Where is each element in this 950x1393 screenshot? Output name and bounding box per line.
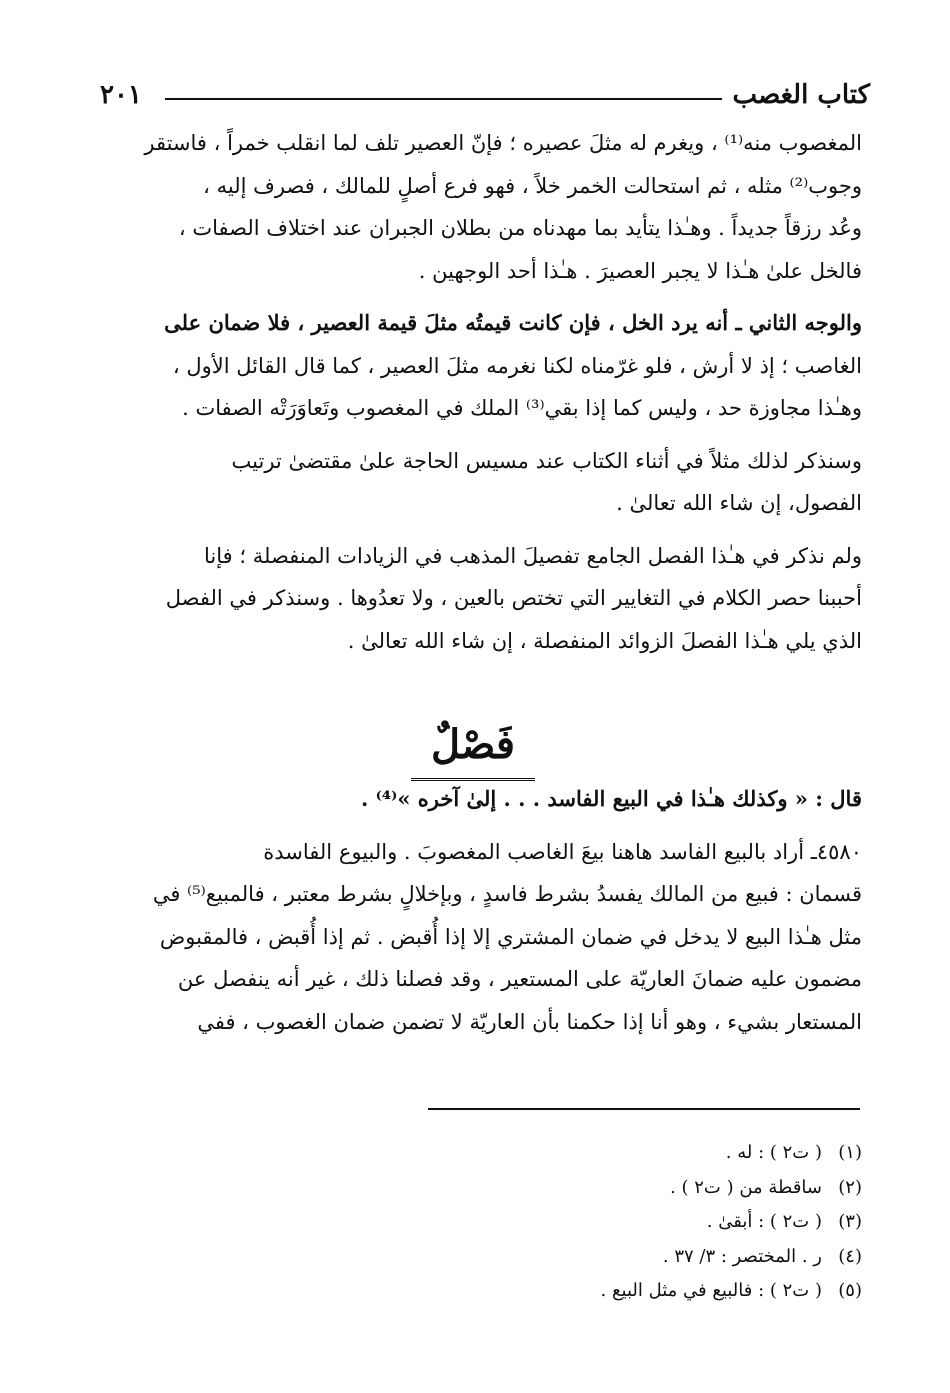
text-line: المغصوب منه⁽¹⁾ ، ويغرم له مثلَ عصيره ؛ فإنّ العصير تلف لما انقلب خمراً ، فاستقر xyxy=(144,131,862,155)
footnote-text: ( ت٢ ) : أبقىٰ . xyxy=(706,1211,822,1232)
text-line: وجوب⁽²⁾ مثله ، ثم استحالت الخمر خلاً ، فهو فرع أصلٍ للمالك ، فصرف إليه ، xyxy=(203,173,862,198)
page-number: ٢٠١ xyxy=(100,80,142,110)
text-line: مضمون عليه ضمانَ العاريّة على المستعير ، وقد فصلنا ذلك ، غير أنه ينفصل عن xyxy=(177,967,862,991)
footnote xyxy=(262,1240,862,1275)
text-line: قسمان : فبيع من المالك يفسدُ بشرط فاسدٍ ، وبإخلالٍ بشرط معتبر ، فالمبيع⁽⁵⁾ في xyxy=(152,882,862,906)
text-line: الغاصب ؛ إذ لا أرش ، فلو غرّمناه لكنا نغرمه مثلَ العصير ، كما قال القائل الأول ، xyxy=(172,353,862,378)
text-line: ولم نذكر في هـٰذا الفصل الجامع تفصيلَ المذهب في الزيادات المنفصلة ؛ فإنا xyxy=(204,543,862,568)
text-line: الذي يلي هـٰذا الفصلَ الزوائد المنفصلة ، إن شاء الله تعالىٰ . xyxy=(347,628,862,653)
header-rule xyxy=(165,98,722,100)
book-title: كتاب الغصب xyxy=(732,80,870,110)
footnote xyxy=(262,1274,862,1309)
text-line: أحببنا حصر الكلام في التغايير التي تختص بالعين ، ولا تعدُوها . وسنذكر في الفصل xyxy=(165,586,862,610)
running-header xyxy=(100,78,870,118)
footnote xyxy=(262,1136,862,1171)
main-text xyxy=(84,122,862,1043)
footnote-text: ر . المختصر : ٣/ ٣٧ . xyxy=(662,1245,822,1267)
text-line: ٤٥٨٠ـ أراد بالبيع الفاسد هاهنا بيعَ الغاصب المغصوبَ . والبيوع الفاسدة xyxy=(263,839,862,864)
footnote-text: ( ت٢ ) : له . xyxy=(725,1142,822,1163)
footnote-number: (٤) xyxy=(838,1245,862,1267)
section-heading-text: فَصْلٌ xyxy=(411,712,535,781)
footnote-text: ( ت٢ ) : فالبيع في مثل البيع . xyxy=(600,1280,822,1301)
text-line: وهـٰذا مجاوزة حد ، وليس كما إذا بقي⁽³⁾ الملك في المغصوب وتَعاوَرَتْه الصفات . xyxy=(182,396,862,420)
text-line: وعُد رزقاً جديداً . وهـٰذا يتأيد بما مهدناه من بطلان الجبران عند اختلاف الصفات ، xyxy=(178,216,862,240)
footnote xyxy=(262,1171,862,1206)
text-line: والوجه الثاني ـ أنه يرد الخل ، فإن كانت قيمتُه مثلَ قيمة العصير ، فلا ضمان على xyxy=(164,310,862,335)
footnotes xyxy=(262,1136,862,1309)
footnote-text: ساقطة من ( ت٢ ) . xyxy=(670,1176,822,1198)
text-line: المستعار بشيء ، وهو أنا إذا حكمنا بأن العاريّة لا تضمن ضمان الغصوب ، ففي xyxy=(197,1009,862,1034)
footnote-number: (٥) xyxy=(838,1280,862,1301)
text-line: الفصول، إن شاء الله تعالىٰ . xyxy=(616,491,862,515)
footnote xyxy=(262,1205,862,1240)
text-line: فالخل علىٰ هـٰذا لا يجبر العصيرَ . هـٰذا أحد الوجهين . xyxy=(418,258,862,283)
quoted-text: قال : « وكذلك هـٰذا في البيع الفاسد . . . إلىٰ آخره »⁽⁴⁾ . xyxy=(360,786,862,811)
footnote-number: (١) xyxy=(838,1142,862,1163)
footnote-rule xyxy=(428,1108,860,1110)
text-line: مثل هـٰذا البيع لا يدخل في ضمان المشتري إلا إذا أُقبض . ثم إذا أُقبض ، فالمقبوض xyxy=(159,924,862,949)
footnote-number: (٢) xyxy=(838,1176,862,1198)
section-heading xyxy=(84,712,862,778)
text-line: وسنذكر لذلك مثلاً في أثناء الكتاب عند مسيس الحاجة علىٰ مقتضىٰ ترتيب xyxy=(231,448,862,473)
footnote-number: (٣) xyxy=(838,1211,862,1232)
